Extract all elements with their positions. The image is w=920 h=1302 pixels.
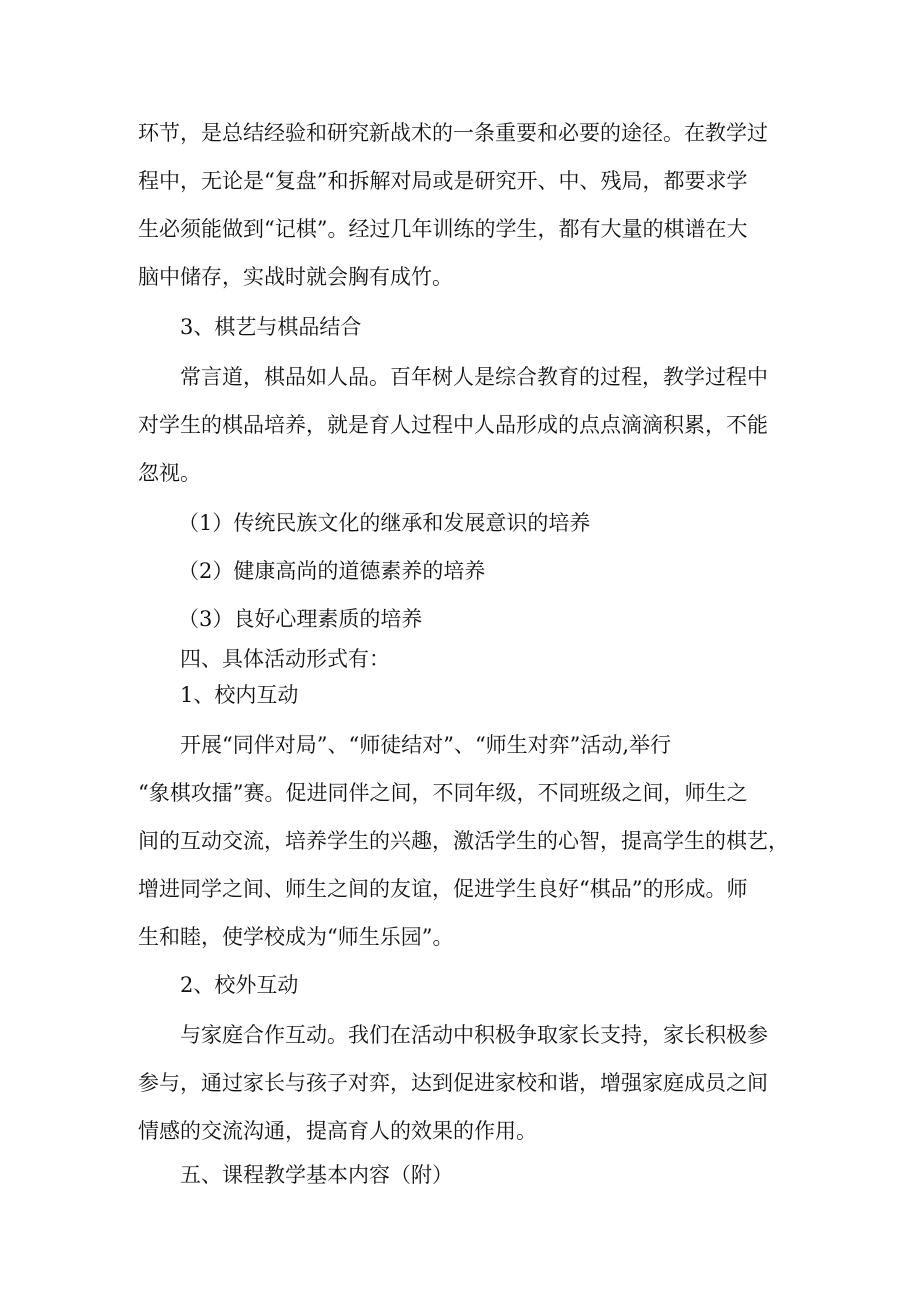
- paragraph-line: 程中，无论是“复盘”和拆解对局或是研究开、中、残局，都要求学: [138, 169, 748, 193]
- list-item: （1）传统民族文化的继承和发展意识的培养: [178, 511, 591, 535]
- section-heading: 3、棋艺与棋品结合: [180, 315, 362, 339]
- paragraph-line: 参与，通过家长与孩子对弈，达到促进家校和谐，增强家庭成员之间: [138, 1071, 768, 1095]
- section-heading: 1、校内互动: [180, 683, 299, 707]
- section-heading: 2、校外互动: [180, 973, 299, 997]
- paragraph-line: “象棋攻擂”赛。促进同伴之间，不同年级，不同班级之间，师生之: [138, 781, 748, 805]
- paragraph-line: 开展“同伴对局”、“师徒结对”、“师生对弈”活动,举行: [180, 733, 672, 757]
- paragraph-line: 常言道，棋品如人品。百年树人是综合教育的过程，教学过程中: [180, 365, 768, 389]
- list-item: （3）良好心理素质的培养: [178, 607, 423, 631]
- section-heading: 五、课程教学基本内容（附）: [180, 1163, 453, 1187]
- paragraph-line: 生和睦，使学校成为“师生乐园”。: [138, 925, 454, 949]
- paragraph-line: 与家庭合作互动。我们在活动中积极争取家长支持，家长积极参: [180, 1023, 768, 1047]
- paragraph-line: 生必须能做到“记棋”。经过几年训练的学生，都有大量的棋谱在大: [138, 217, 748, 241]
- section-heading: 四、具体活动形式有：: [180, 647, 390, 671]
- paragraph-line: 间的互动交流，培养学生的兴趣，激活学生的心智，提高学生的棋艺，: [138, 829, 789, 853]
- paragraph-line: 脑中储存，实战时就会胸有成竹。: [138, 265, 453, 289]
- paragraph-line: 情感的交流沟通，提高育人的效果的作用。: [138, 1119, 537, 1143]
- paragraph-line: 环节，是总结经验和研究新战术的一条重要和必要的途径。在教学过: [138, 121, 768, 145]
- paragraph-line: 对学生的棋品培养，就是育人过程中人品形成的点点滴滴积累，不能: [138, 413, 768, 437]
- list-item: （2）健康高尚的道德素养的培养: [178, 559, 486, 583]
- paragraph-line: 忽视。: [138, 461, 201, 485]
- paragraph-line: 增进同学之间、师生之间的友谊，促进学生良好“棋品”的形成。师: [138, 877, 748, 901]
